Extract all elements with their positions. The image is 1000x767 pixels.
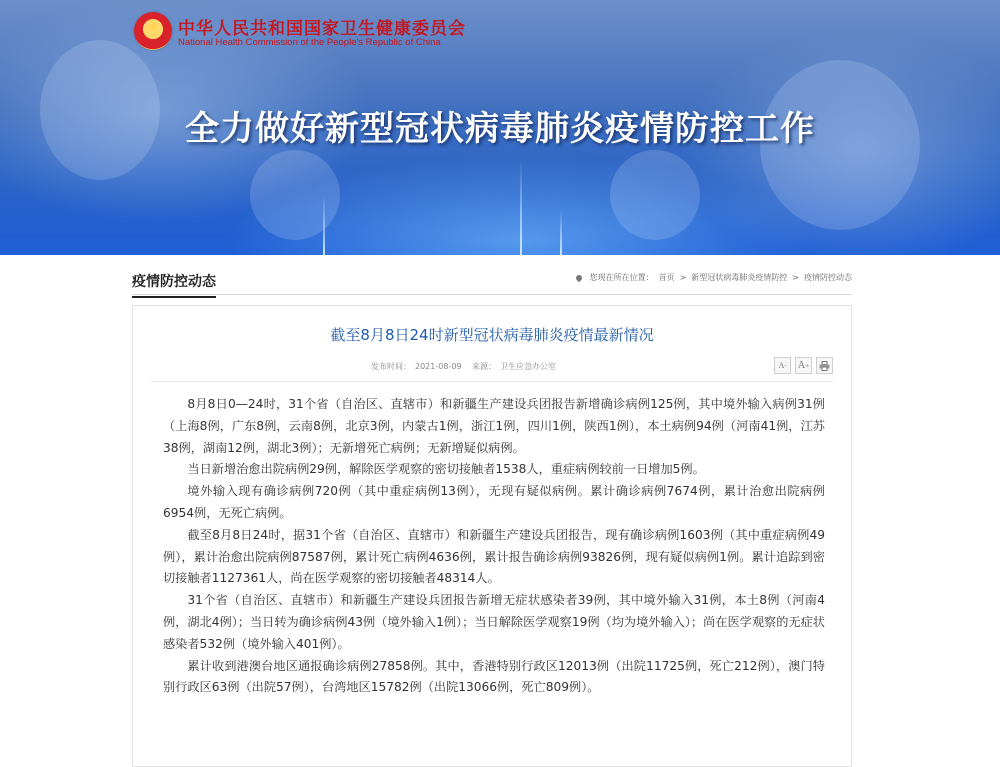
- org-name-cn: 中华人民共和国国家卫生健康委员会: [178, 19, 466, 39]
- breadcrumb-prefix: 您现在所在位置：: [589, 273, 654, 282]
- publish-label: 发布时间：: [371, 362, 411, 371]
- article-paragraph: 8月8日0—24时，31个省（自治区、直辖市）和新疆生产建设兵团报告新增确诊病例125例，其中境外输入病例31例（上海8例，广东8例，云南8例，北京3例，内蒙古1例，浙江1例，四川1例，陕西1例），本土病例94例（河南41例，江苏38例，湖南12例，湖北3例）；无新增死亡病例；无新增疑似病例。: [163, 397, 825, 455]
- font-increase-button[interactable]: [795, 357, 812, 374]
- banner-figure: [250, 150, 340, 240]
- article-title: 截至8月8日24时新型冠状病毒肺炎疫情最新情况: [330, 326, 654, 344]
- banner-light-line: [323, 195, 325, 255]
- plus-icon: +: [805, 361, 810, 370]
- article-paragraph: 31个省（自治区、直辖市）和新疆生产建设兵团报告新增无症状感染者39例，其中境外输入31例，本土8例（河南4例，湖北4例）；当日转为确诊病例43例（境外输入1例）；当日解除医学观察19例（均为境外输入）；尚在医学观察的无症状感染者532例（境外输入401例）。: [163, 593, 825, 651]
- print-icon: [819, 361, 830, 371]
- header-banner: [0, 0, 1000, 255]
- location-pin-icon: [574, 273, 582, 281]
- org-name-en: National Health Commission of the People's Republic of China: [178, 37, 441, 48]
- banner-light-line: [520, 160, 522, 255]
- breadcrumb-home-link[interactable]: 首页: [658, 273, 675, 282]
- article-tools: [774, 357, 833, 374]
- print-button[interactable]: [816, 357, 833, 374]
- section-header: [132, 266, 852, 295]
- title-divider: [151, 381, 833, 382]
- font-small-label: A: [778, 361, 785, 370]
- breadcrumb-separator: >: [679, 273, 687, 282]
- breadcrumb-current-link[interactable]: 疫情防控动态: [804, 273, 852, 282]
- national-emblem-logo: ★: [134, 12, 172, 50]
- article-paragraph: 累计收到港澳台地区通报确诊病例27858例。其中，香港特别行政区12013例（出院11725例，死亡212例），澳门特别行政区63例（出院57例），台湾地区15782例（出院13066例，死亡809例）。: [163, 658, 825, 695]
- publish-date: 2021-08-09: [415, 362, 462, 371]
- banner-slogan: 全力做好新型冠状病毒肺炎疫情防控工作: [185, 109, 815, 149]
- breadcrumb-separator: >: [792, 273, 799, 282]
- banner-light-line: [560, 210, 562, 255]
- article-paragraph: 境外输入现有确诊病例720例（其中重症病例13例），无现有疑似病例。累计确诊病例7674例，累计治愈出院病例6954例，无死亡病例。: [163, 484, 825, 520]
- article-body: [163, 394, 825, 699]
- article-paragraph: 当日新增治愈出院病例29例，解除医学观察的密切接触者1538人，重症病例较前一日增加5例。: [187, 462, 705, 477]
- source-value: 卫生应急办公室: [500, 362, 557, 371]
- breadcrumb: [576, 272, 852, 283]
- section-title: 疫情防控动态: [132, 271, 216, 298]
- banner-figure: [610, 150, 700, 240]
- source-label: 来源：: [472, 362, 497, 371]
- font-large-label: A: [797, 360, 806, 371]
- minus-icon: -: [784, 362, 787, 369]
- article-panel: [132, 305, 852, 767]
- article-paragraph: 截至8月8日24时，据31个省（自治区、直辖市）和新疆生产建设兵团报告，现有确诊病例1603例（其中重症病例49例），累计治愈出院病例87587例，累计死亡病例4636例，累计报告确诊病例93826例，现有疑似病例1例。累计追踪到密切接触者1127361人，尚在医学观察的密切接触者48314人。: [163, 527, 825, 586]
- article-meta: [371, 361, 560, 372]
- breadcrumb-covid-link[interactable]: 新型冠状病毒肺炎疫情防控: [691, 273, 788, 282]
- font-decrease-button[interactable]: [774, 357, 791, 374]
